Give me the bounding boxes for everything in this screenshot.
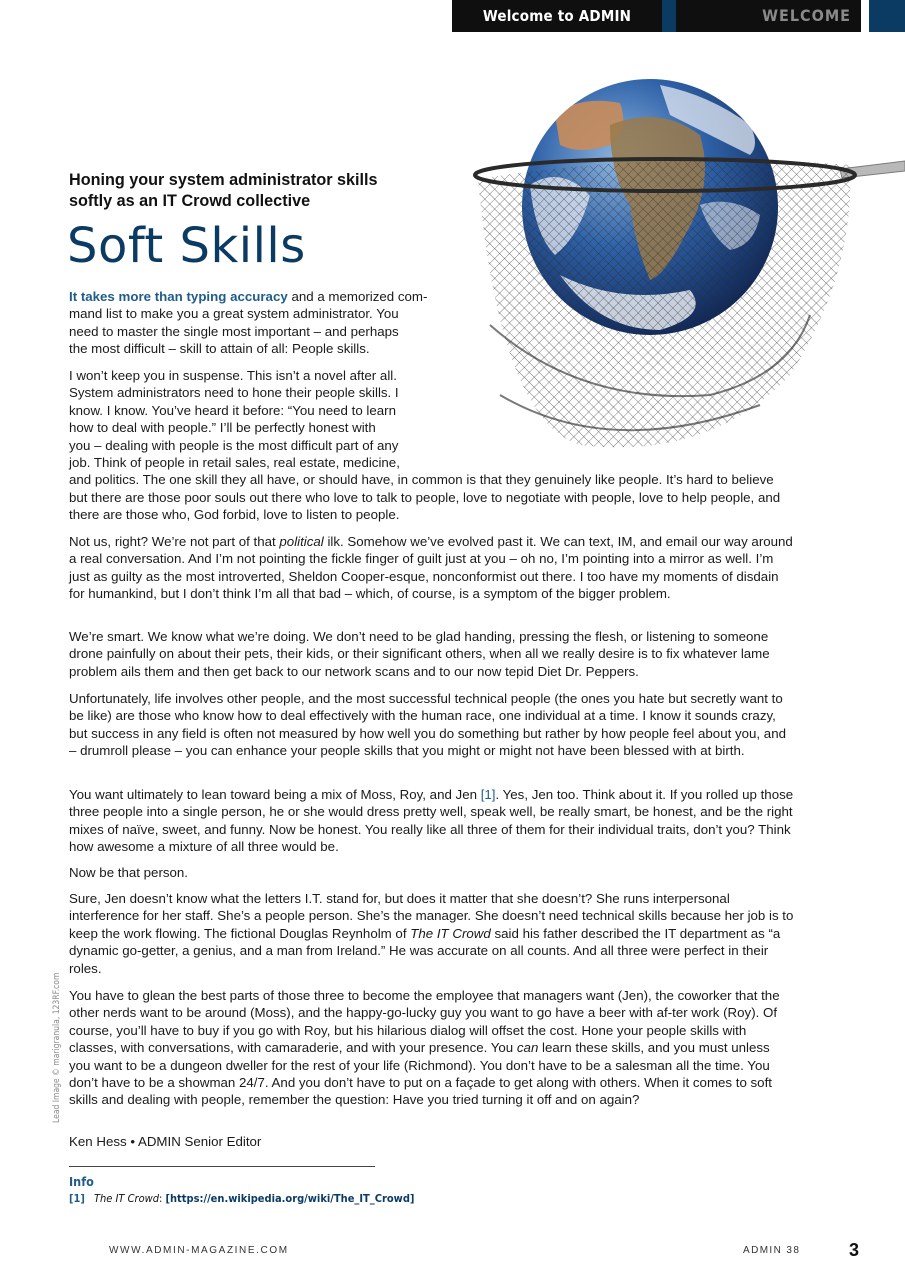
text-run: You have to glean the best parts of those three to become the employee that managers want (Jen), the coworker that the other nerds want to be around (Moss), and the happy-go-lucky guy you want to go have a beer with af-ter work (Roy). Of course, you’ll have to buy if you go with Roy, but his hilarious dialog will offset the cost. Hone your people skills with classes, with conversations, with camaraderie, and with your presence. You — [69, 988, 780, 1056]
header-divider — [662, 0, 676, 32]
text-run: . Yes, Jen too. Think about it. If you rolled up those three people into a single person, he or she would dress pretty well, speak well, be really smart, be honest, and be the right mixes of naïve, sweet, and funny. Now be honest. You really like all three of them for their individual traits, don’t you? Think how awesome a mixture of all three would be. — [69, 787, 794, 855]
image-credit: Lead Image © marigranula, 123RF.com — [52, 972, 62, 1123]
paragraph-4: We’re smart. We know what we’re doing. We don’t need to be glad handing, pressing the flesh, or listening to someone drone painfully on about their pets, their kids, or their significant others, when all we really desire is to fix whatever lame problem ails them and then get back to our network scans and to our now tepid Diet Dr. Peppers. — [69, 629, 770, 679]
reference-link[interactable]: [1] — [480, 787, 496, 802]
category-label: WELCOME — [762, 6, 851, 25]
info-heading: Info — [69, 1174, 94, 1189]
text-line: need to master the single most important – and perhaps — [69, 323, 399, 339]
text-line: job. Think of people in retail sales, real estate, medicine, — [69, 455, 400, 471]
reference-number: [1] — [69, 1192, 85, 1205]
paragraph-3 — [69, 533, 794, 603]
paragraph-9 — [69, 987, 794, 1109]
footer-website: WWW.ADMIN-MAGAZINE.COM — [109, 1245, 289, 1256]
section-header-bar — [452, 0, 861, 32]
text-run: ilk. Somehow we’ve evolved past it. We can text, IM, and email our way around a real conversation. And I’m not pointing the fickle finger of guilt just at you – oh no, I’m pointing into a mirror as well. I’m just as guilty as the most introverted, Sheldon Cooper-esque, nonconformist out there. I too have my moments of disdain for humankind, but I don’t think I’m all that bad – which, of course, is a symptom of the bigger problem. — [69, 534, 793, 602]
article-subtitle — [69, 170, 449, 212]
paragraph-8 — [69, 890, 794, 977]
text-run: learn these skills, and you must unless you want to be a dungeon dweller for the rest of your life (Richmond). You don’t have to be a salesman all the time. You don’t have to be a showman 24/7. And you don’t have to put on a façade to get along with others. When it comes to soft skills and dealing with people, remember the question: Have you tried turning it off and on again? — [69, 1040, 772, 1108]
footer-issue: ADMIN 38 — [743, 1245, 801, 1256]
reference-title: The IT Crowd — [93, 1192, 159, 1205]
text-line: I won’t keep you in suspense. This isn’t a novel after all. — [69, 368, 397, 383]
paragraph-1 — [69, 288, 449, 358]
page-number: 3 — [849, 1240, 860, 1260]
article-title: Soft Skills — [67, 218, 306, 274]
text-line: and a memorized com- — [287, 289, 428, 304]
italic-text: can — [516, 1040, 539, 1056]
text-run: Not us, right? We’re not part of that — [69, 534, 280, 549]
author-byline: Ken Hess • ADMIN Senior Editor — [69, 1134, 262, 1149]
paragraph-6 — [69, 786, 794, 856]
text-line: how to deal with people.” I’ll be perfectly honest with — [69, 420, 376, 436]
header-accent-block — [869, 0, 905, 32]
info-reference-1 — [69, 1192, 414, 1205]
italic-text: political — [279, 534, 324, 549]
text-run: said his father described the IT department as “a dynamic go-getter, a genius, and a man from Ireland.” He was accurate on all counts. And all three were perfect in their roles. — [69, 925, 781, 976]
info-divider — [69, 1166, 375, 1167]
paragraph-7: Now be that person. — [69, 865, 189, 880]
text-line: know. I know. You’ve heard it before: “You need to learn — [69, 402, 396, 418]
paragraph-5: Unfortunately, life involves other people, and the most successful technical people (the ones you hate but secretly want to be like) are those who know how to deal effectively with the human race, one individual at a time. I know it sounds crazy, but success in any field is often not measured by how well you do something but rather by how people feel about you, and – drumroll please – you can enhance your people skills that you might or might not have been blessed with at birth. — [69, 691, 786, 759]
reference-url-link[interactable]: [https://en.wikipedia.org/wiki/The_IT_Crowd] — [165, 1192, 415, 1205]
paragraph-2 — [69, 367, 794, 524]
section-label: Welcome to ADMIN — [482, 7, 632, 25]
lead-in-text: It takes more than typing accuracy — [69, 289, 288, 304]
italic-text: The IT Crowd — [410, 925, 491, 941]
subtitle-line: softly as an IT Crowd collective — [69, 192, 311, 210]
subtitle-line: Honing your system administrator skills — [69, 171, 378, 189]
text-block: and politics. The one skill they all have, or should have, in common is that they genuinely like people. It’s hard to believe but there are those poor souls out there who love to talk to people, love to negotiate with people, love to help people, and there are those who, God forbid, love to listen to people. — [69, 472, 781, 523]
reference-separator: : — [159, 1192, 166, 1205]
text-run: You want ultimately to lean toward being a mix of Moss, Roy, and Jen — [69, 787, 481, 802]
text-run: Sure, Jen doesn’t know what the letters I.T. stand for, but does it matter that she doesn’t? She runs interpersonal interference for her staff. She’s a people person. She’s the manager. She doesn’t need technical skills because her job is to keep the work flowing. The fictional Douglas Reynholm of — [69, 891, 794, 941]
text-line: you – dealing with people is the most difficult part of any — [69, 437, 399, 453]
text-line: System administrators need to hone their people skills. I — [69, 385, 399, 401]
text-line: the most difficult – skill to attain of all: People skills. — [69, 341, 370, 357]
text-line: mand list to make you a great system administrator. You — [69, 306, 399, 322]
